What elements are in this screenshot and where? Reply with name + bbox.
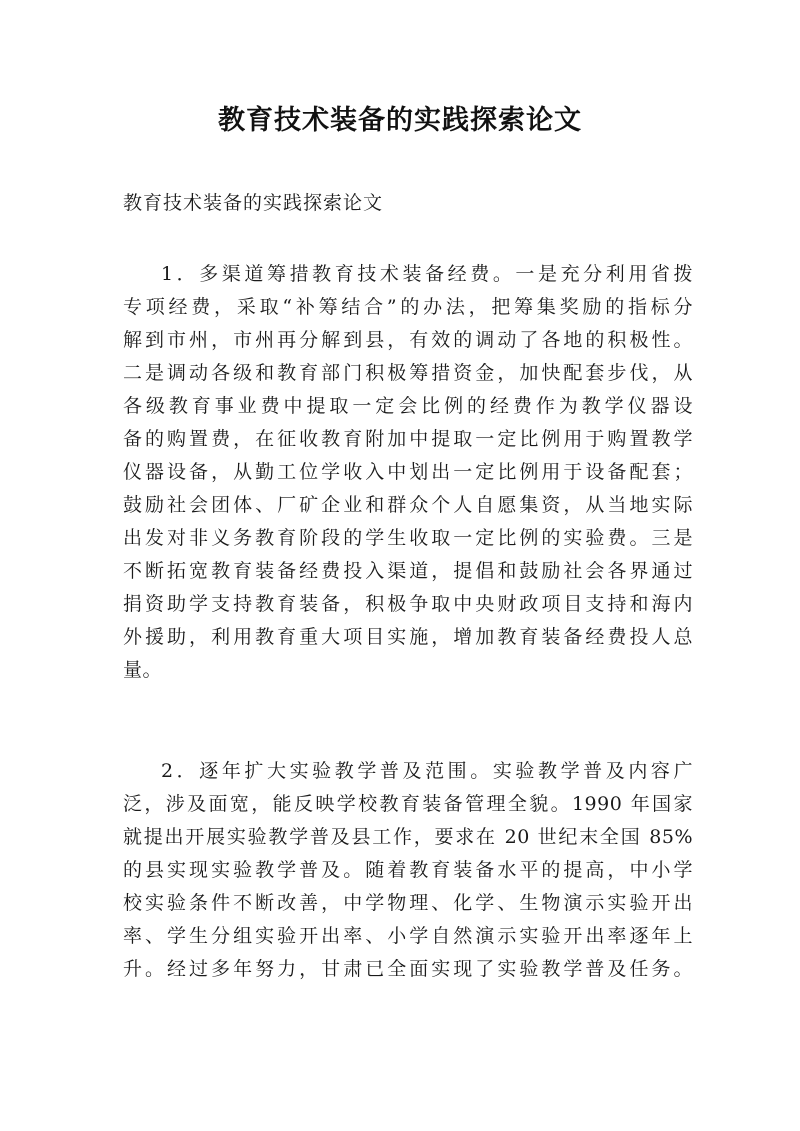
paragraph-line: 外援助，利用教育重大项目实施，增加教育装备经费投人总 xyxy=(123,626,693,648)
paragraph-line: 就提出开展实验教学普及县工作，要求在 20 世纪末全国 85% xyxy=(123,826,693,848)
paragraph-line: 出发对非义务教育阶段的学生收取一定比例的实验费。三是 xyxy=(123,527,693,549)
document-subtitle: 教育技术装备的实践探索论文 xyxy=(123,192,384,214)
paragraph-line: 量。 xyxy=(123,659,163,681)
paragraph-line: 仪器设备，从勤工位学收入中划出一定比例用于设备配套； xyxy=(123,461,693,483)
paragraph-line: 1．多渠道筹措教育技术装备经费。一是充分利用省拨 xyxy=(161,263,693,285)
paragraph-funding xyxy=(123,258,693,687)
paragraph-line: 备的购置费，在征收教育附加中提取一定比例用于购置教学 xyxy=(123,428,693,450)
paragraph-line: 的县实现实验教学普及。随着教育装备水平的提高，中小学 xyxy=(123,859,693,881)
paragraph-line: 率、学生分组实验开出率、小学自然演示实验开出率逐年上 xyxy=(123,925,693,947)
paragraph-experiment-teaching xyxy=(123,755,693,986)
paragraph-line: 校实验条件不断改善，中学物理、化学、生物演示实验开出 xyxy=(123,892,693,914)
paragraph-line: 升。经过多年努力，甘肃已全面实现了实验教学普及任务。 xyxy=(123,958,693,980)
paragraph-line: 各级教育事业费中提取一定会比例的经费作为教学仪器设 xyxy=(123,395,693,417)
document-title: 教育技术装备的实践探索论文 xyxy=(218,105,582,136)
paragraph-line: 泛，涉及面宽，能反映学校教育装备管理全貌。1990 年国家 xyxy=(123,793,693,815)
paragraph-line: 捐资助学支持教育装备，积极争取中央财政项目支持和海内 xyxy=(123,593,693,615)
paragraph-line: 专项经费，采取“补筹结合”的办法，把筹集奖励的指标分 xyxy=(123,296,693,318)
paragraph-line: 二是调动各级和教育部门积极筹措资金，加快配套步伐，从 xyxy=(123,362,693,384)
paragraph-line: 不断拓宽教育装备经费投入渠道，提倡和鼓励社会各界通过 xyxy=(123,560,693,582)
paragraph-line: 解到市州，市州再分解到县，有效的调动了各地的积极性。 xyxy=(123,329,693,351)
paragraph-line: 鼓励社会团体、厂矿企业和群众个人自愿集资，从当地实际 xyxy=(123,494,693,516)
paragraph-line: 2．逐年扩大实验教学普及范围。实验教学普及内容广 xyxy=(161,760,693,782)
